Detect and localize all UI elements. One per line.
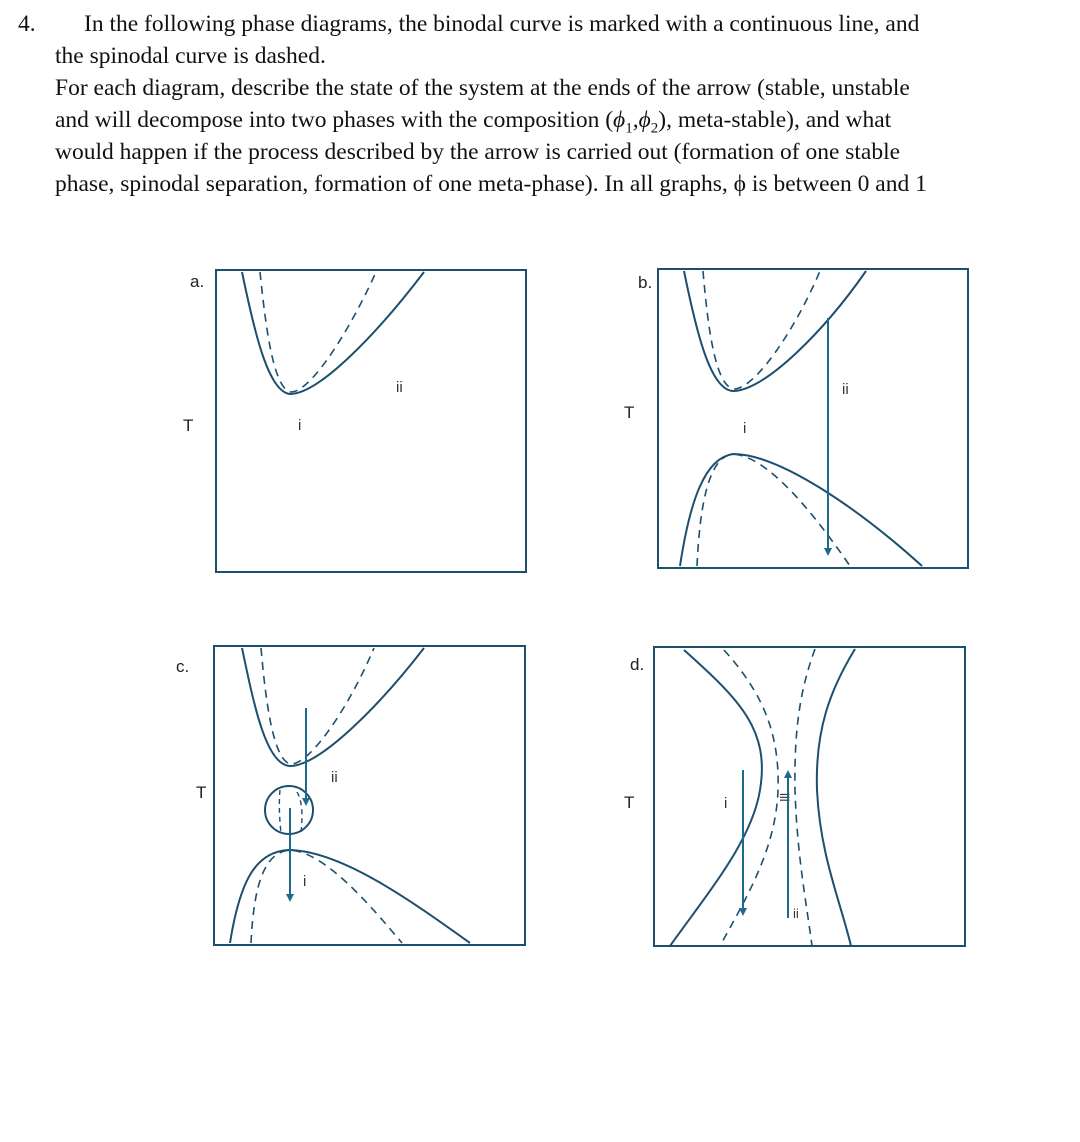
diagram-c-region-ii: ii bbox=[331, 769, 338, 786]
question-line-1: In the following phase diagrams, the binodal curve is marked with a continuous line, and bbox=[84, 11, 920, 37]
diagram-a-frame bbox=[216, 270, 526, 572]
diagram-d bbox=[624, 647, 965, 946]
diagram-b-axis-T: T bbox=[624, 403, 635, 422]
diagram-c-frame bbox=[214, 646, 525, 945]
diagram-a-region-ii: ii bbox=[396, 379, 403, 396]
diagram-b-frame bbox=[658, 269, 968, 568]
diagram-d-binodal-left bbox=[670, 650, 762, 946]
diagram-d-frame bbox=[654, 647, 965, 946]
diagram-b-region-ii: ii bbox=[842, 381, 849, 398]
diagram-b-region-i: i bbox=[743, 420, 747, 437]
diagram-d-spinodal-right bbox=[795, 649, 815, 946]
diagram-c-label: c. bbox=[176, 657, 190, 676]
diagram-c-binodal-bottom bbox=[230, 850, 470, 943]
diagram-d-region-i: i bbox=[724, 795, 728, 812]
diagram-c-axis-T: T bbox=[196, 783, 207, 802]
diagram-c-circle-spinodal-left bbox=[279, 790, 281, 833]
diagram-a-binodal bbox=[242, 272, 424, 394]
question-line-2: the spinodal curve is dashed. bbox=[55, 43, 326, 69]
diagram-c-spinodal-bottom bbox=[251, 850, 402, 943]
diagram-d-axis-T: T bbox=[624, 793, 635, 812]
diagram-d-binodal-right bbox=[817, 649, 855, 946]
diagram-d-label: d. bbox=[630, 655, 645, 674]
diagram-b-label: b. bbox=[638, 273, 653, 292]
diagram-b-binodal-bottom bbox=[680, 454, 922, 566]
diagram-a-region-i: i bbox=[298, 417, 302, 434]
diagram-a-axis-T: T bbox=[183, 416, 194, 435]
diagram-a-spinodal bbox=[260, 272, 376, 392]
question-line-6: phase, spinodal separation, formation of one meta-phase). In all graphs, ϕ is between 0 and 1 bbox=[55, 171, 927, 197]
question-number: 4. bbox=[18, 11, 36, 37]
diagram-c bbox=[176, 646, 525, 945]
diagram-b-spinodal-top bbox=[703, 271, 820, 389]
diagram-d-region-iii: iii bbox=[777, 793, 792, 802]
diagram-c-circle-spinodal-right bbox=[297, 792, 302, 832]
diagram-a bbox=[183, 270, 526, 572]
diagram-c-spinodal-top bbox=[261, 648, 374, 764]
diagram-c-region-i: i bbox=[303, 873, 307, 890]
question-line-5: would happen if the process described by the arrow is carried out (formation of one stable bbox=[55, 139, 901, 165]
diagram-a-label: a. bbox=[190, 272, 205, 291]
diagram-b-binodal-top bbox=[684, 271, 866, 391]
question-line-4: and will decompose into two phases with the composition $(\phi_1,\phi_2)$, meta-stable), and what bbox=[55, 107, 892, 137]
diagram-d-spinodal-left bbox=[720, 650, 778, 946]
diagram-b bbox=[624, 269, 968, 568]
diagram-d-region-ii: ii bbox=[793, 906, 799, 921]
diagram-c-binodal-top bbox=[242, 648, 424, 766]
phi-symbol: ϕ bbox=[613, 107, 626, 133]
question-line-3: For each diagram, describe the state of the system at the ends of the arrow (stable, unstable bbox=[55, 75, 910, 101]
